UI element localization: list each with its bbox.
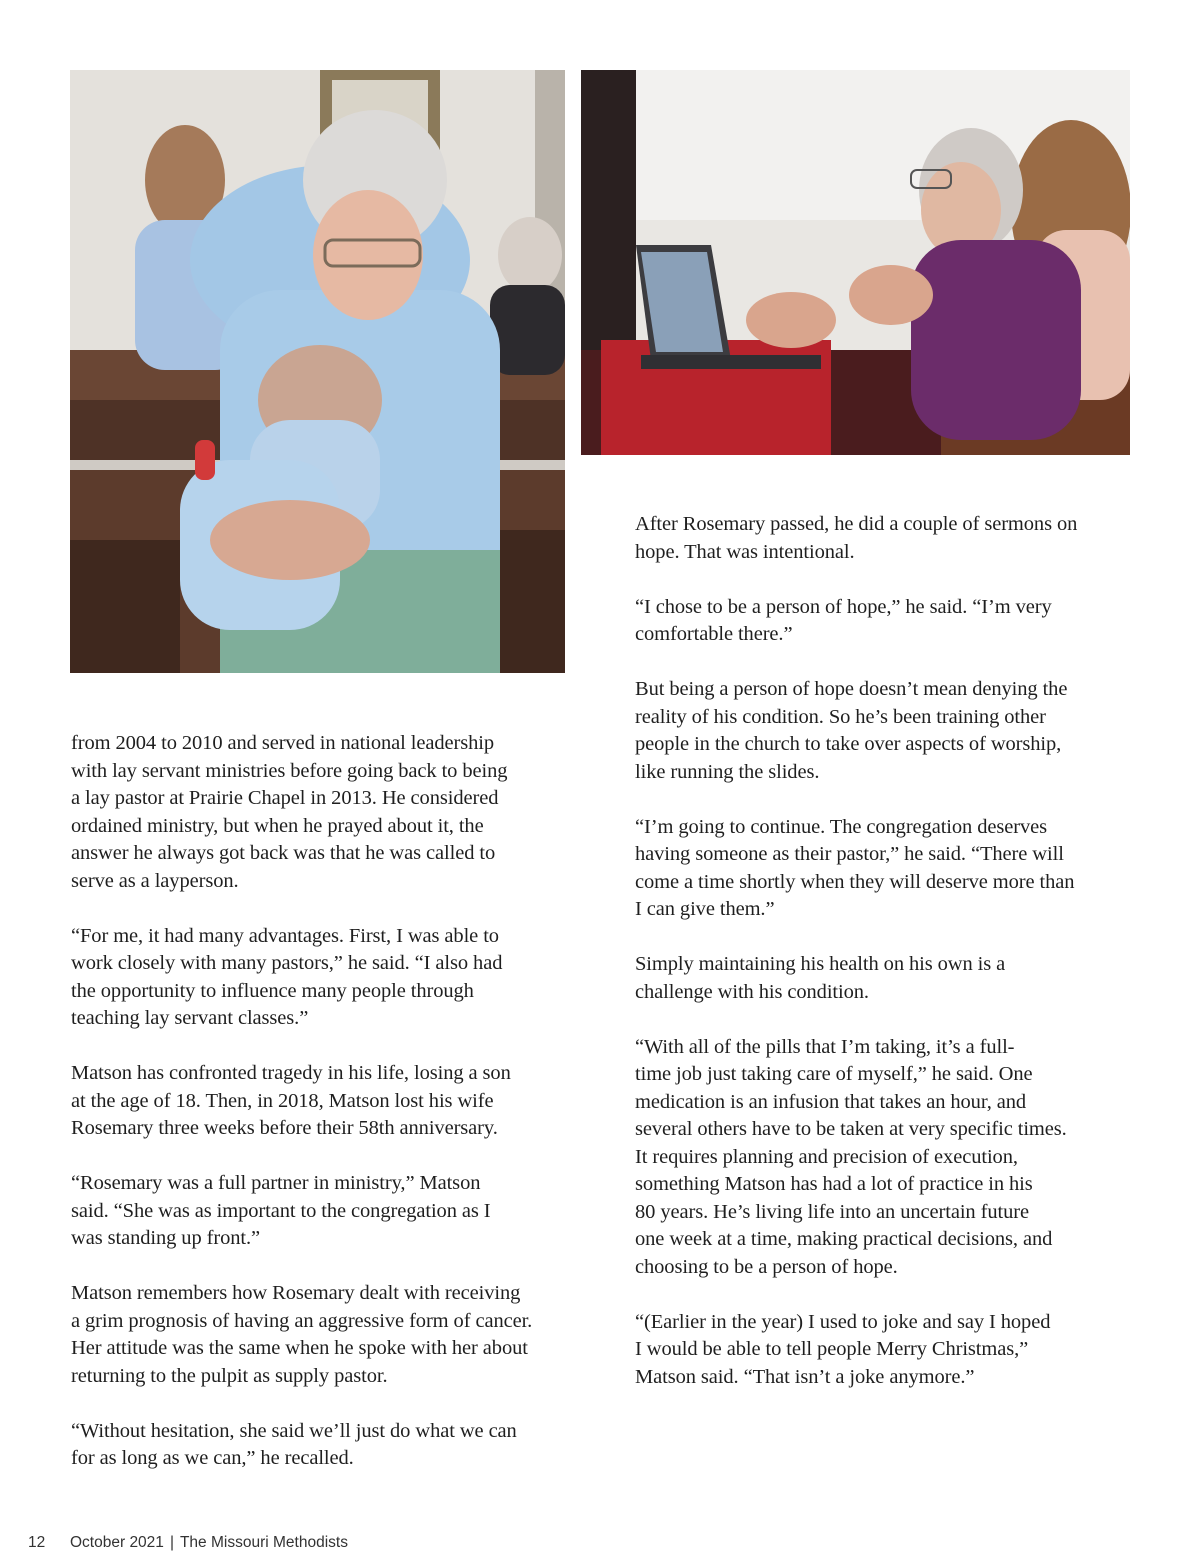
issue-date: October 2021 bbox=[70, 1534, 164, 1551]
paragraph: But being a person of hope doesn’t mean denying the reality of his condition. So he’s been training other people in the church to take over aspects of worship, like running the slides. bbox=[635, 678, 1068, 783]
photo-woman-with-baby bbox=[70, 70, 565, 673]
paragraph: “(Earlier in the year) I used to joke and say I hoped I would be able to tell people Merry Christmas,” Matson said. “That isn’t a joke anymore.” bbox=[635, 1310, 1051, 1388]
page-footer bbox=[28, 1534, 348, 1552]
footer-separator: | bbox=[169, 1534, 174, 1551]
paragraph: “For me, it had many advantages. First, I was able to work closely with many pastors,” he said. “I also had the opportunity to influence many people through teaching lay servant classes.” bbox=[71, 924, 503, 1029]
paragraph: After Rosemary passed, he did a couple of sermons on hope. That was intentional. bbox=[635, 513, 1078, 563]
article-column-left bbox=[71, 730, 571, 1473]
page-number: 12 bbox=[28, 1534, 46, 1551]
paragraph: Simply maintaining his health on his own is a challenge with his condition. bbox=[635, 953, 1006, 1003]
paragraph: “With all of the pills that I’m taking, it’s a full- time job just taking care of myself,” he said. One medication is an infusion that takes an hour, and several others have to be taken at very specific times. It requires planning and precision of execution, something Matson has had a lot of practice in his 80 years. He’s living life into an uncertain future one week at a time, making practical decisions, and choosing to be a person of hope. bbox=[635, 1035, 1067, 1278]
paragraph: Matson remembers how Rosemary dealt with receiving a grim prognosis of having an aggressive form of cancer. Her attitude was the same when he spoke with her about returning to the pulpit as supply pastor. bbox=[71, 1282, 533, 1387]
paragraph: “I chose to be a person of hope,” he said. “I’m very comfortable there.” bbox=[635, 595, 1052, 645]
paragraph: “I’m going to continue. The congregation deserves having someone as their pastor,” he said. “There will come a time shortly when they will deserve more than I can give them.” bbox=[635, 815, 1075, 920]
publication-name: The Missouri Methodists bbox=[179, 1534, 348, 1551]
paragraph: “Rosemary was a full partner in ministry,” Matson said. “She was as important to the congregation as I was standing up front.” bbox=[71, 1172, 491, 1249]
paragraph: from 2004 to 2010 and served in national leadership with lay servant ministries before going back to being a lay pastor at Prairie Chapel in 2013. He considered ordained ministry, but when he prayed about it, the answer he always got back was that he was called to serve as a layperson. bbox=[71, 732, 508, 892]
paragraph: “Without hesitation, she said we’ll just do what we can for as long as we can,” he recalled. bbox=[71, 1419, 517, 1469]
article-column-right bbox=[635, 511, 1135, 1391]
paragraph: Matson has confronted tragedy in his life, losing a son at the age of 18. Then, in 2018, Matson lost his wife Rosemary three weeks before their 58th anniversary. bbox=[71, 1062, 511, 1139]
photo-man-with-laptop bbox=[581, 70, 1130, 455]
